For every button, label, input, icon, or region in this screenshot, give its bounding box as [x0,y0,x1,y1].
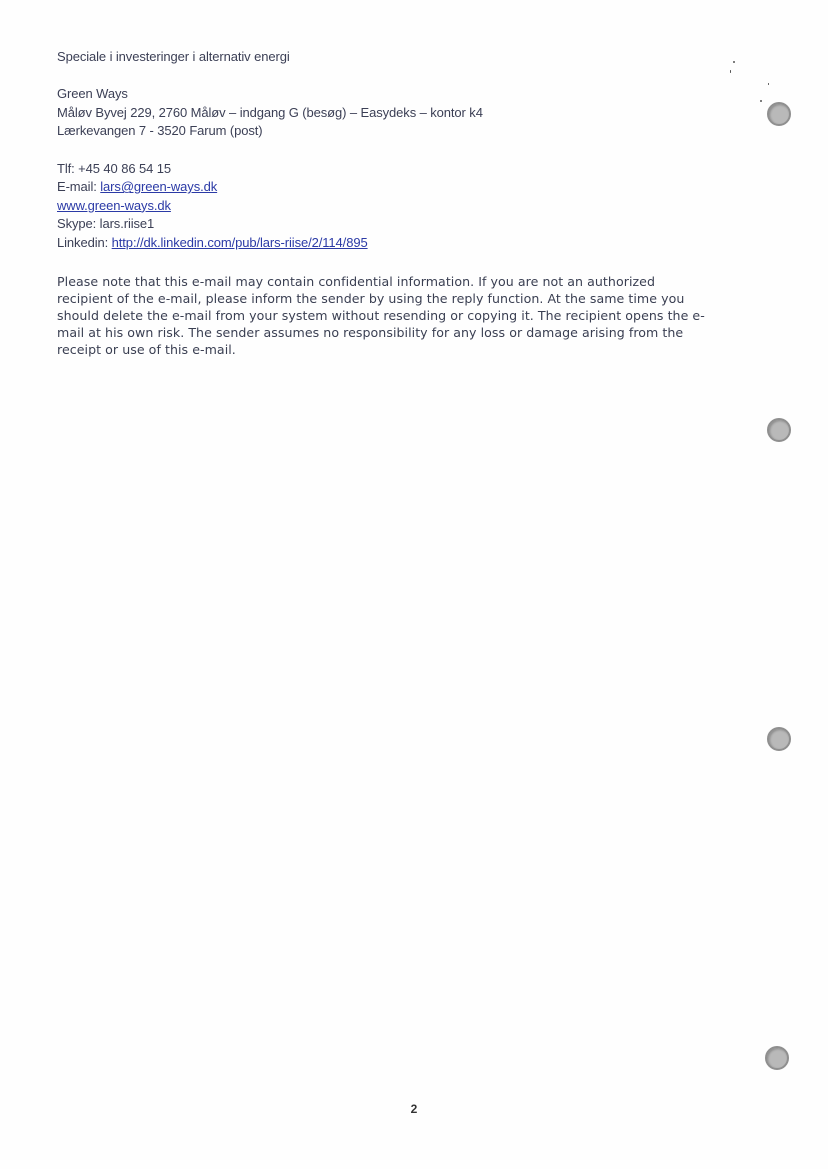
website-link[interactable]: www.green-ways.dk [57,197,171,213]
signature-post-address: Lærkevangen 7 - 3520 Farum (post) [57,123,263,139]
signature-email-row [57,178,757,197]
email-signature [57,48,757,253]
punch-hole-mark [767,102,791,126]
scan-speck [733,61,735,63]
signature-skype: Skype: lars.riise1 [57,216,155,232]
punch-hole-mark [767,418,791,442]
linkedin-link[interactable]: http://dk.linkedin.com/pub/lars-riise/2/114/895 [111,234,368,250]
spacer [57,67,757,86]
punch-hole-mark [767,727,791,751]
linkedin-label: Linkedin: [57,234,112,250]
signature-phone: Tlf: +45 40 86 54 15 [57,160,172,176]
signature-visit-address: Måløv Byvej 229, 2760 Måløv – indgang G (besøg) – Easydeks – kontor k4 [57,104,483,120]
signature-tagline: Speciale i investeringer i alternativ energi [57,49,290,64]
disclaimer-line: recipient of the e-mail, please inform the sender by using the reply function. At the same time you [57,291,685,306]
scan-speck [760,100,762,102]
signature-company: Green Ways [57,86,128,102]
disclaimer-line: mail at his own risk. The sender assumes no responsibility for any loss or damage arising from the [57,325,684,340]
spacer [57,141,757,160]
email-link[interactable]: lars@green-ways.dk [100,179,218,195]
disclaimer-line: Please note that this e-mail may contain confidential information. If you are not an authorized [57,274,655,289]
disclaimer-line: receipt or use of this e-mail. [57,342,236,357]
email-label: E-mail: [57,179,101,195]
page-number: 2 [410,1102,418,1116]
disclaimer-line: should delete the e-mail from your system without resending or copying it. The recipient opens the e- [57,308,705,323]
signature-linkedin-row [57,234,757,253]
punch-hole-mark [765,1046,789,1070]
scan-speck [730,70,731,73]
signature-website-row [57,197,757,216]
scan-speck [768,83,769,85]
confidentiality-disclaimer [57,273,769,358]
